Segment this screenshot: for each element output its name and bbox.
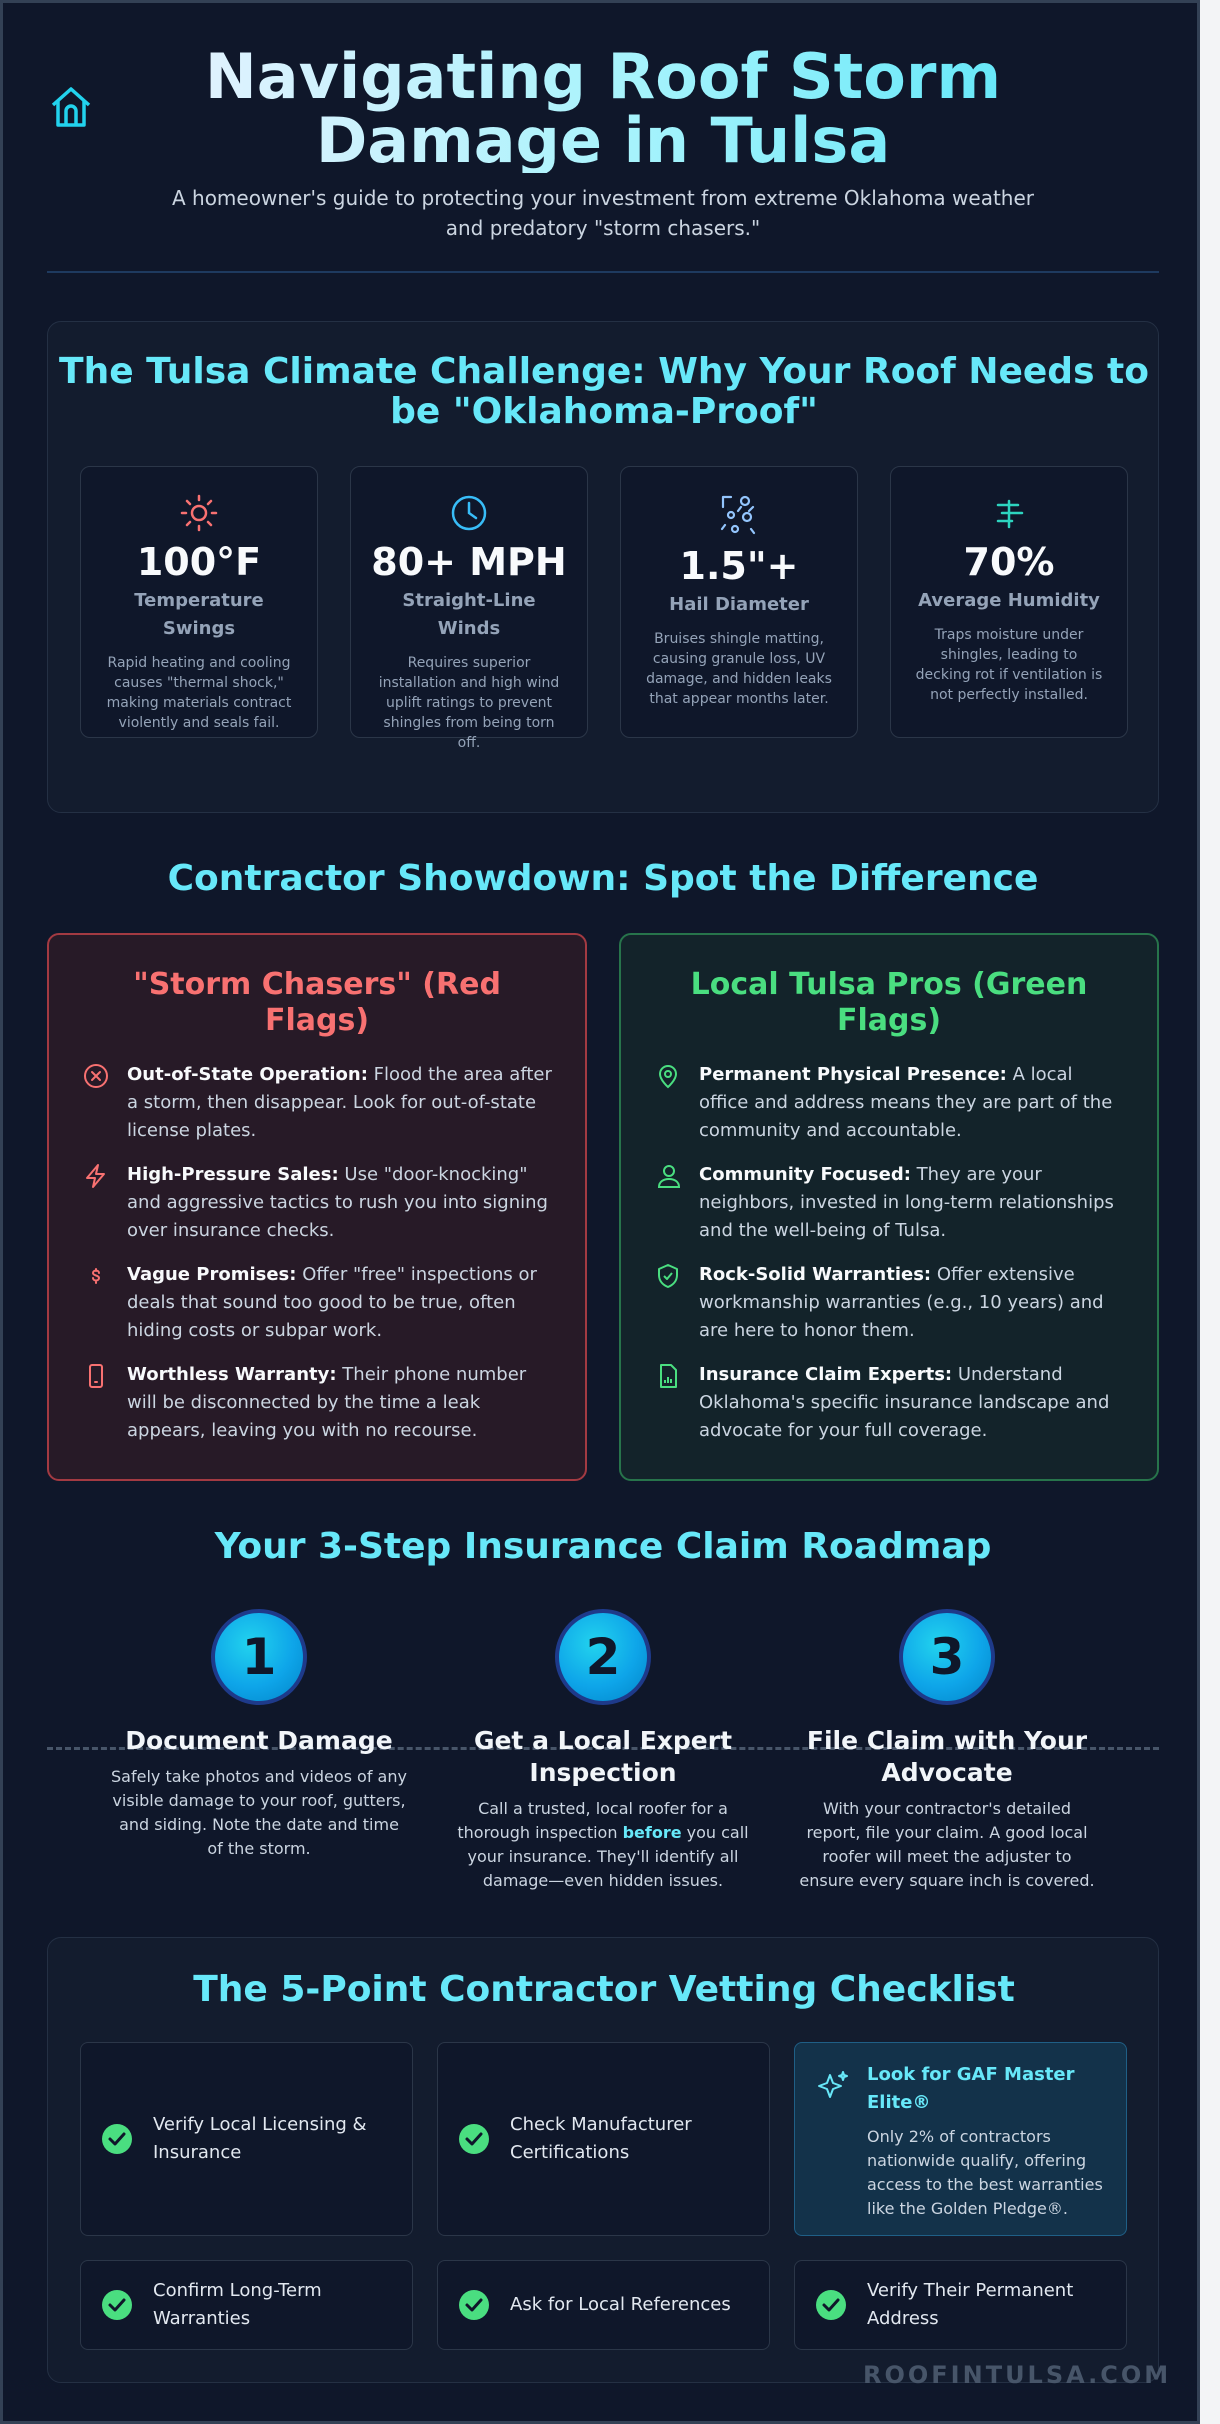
page-subtitle: A homeowner's guide to protecting your investment from extreme Oklahoma weather and predatory "storm chasers." [171, 186, 1034, 240]
phone-icon [83, 1363, 109, 1389]
flag-item-text: Flood the area after a storm, then disappear. Look for out-of-state license plates. [127, 1064, 552, 1141]
page-title: Navigating Roof Storm Damage in Tulsa [204, 40, 1002, 177]
step-desc [453, 1797, 753, 1893]
shield-check-icon [655, 1263, 681, 1289]
checklist-item [80, 2042, 413, 2236]
flag-item-text: Use "door-knocking" and aggressive tactics to rush you into signing over insurance checks. [127, 1164, 548, 1241]
stat-value: 100°F [136, 540, 262, 584]
green-flags-box [619, 933, 1159, 1481]
lightning-icon [83, 1163, 109, 1189]
step-title: File Claim with Your Advocate [806, 1726, 1088, 1787]
stat-desc: Rapid heating and cooling causes "thermal shock," making materials contract violently and seals fail. [106, 655, 292, 731]
green-flag-item [621, 1361, 1157, 1445]
checklist-item [80, 2260, 413, 2350]
roadmap-step-1 [99, 1609, 419, 1861]
header-divider [47, 271, 1159, 273]
flag-item-heading: Out-of-State Operation: [127, 1064, 368, 1085]
home-icon [47, 83, 95, 131]
flag-item-heading: Community Focused: [699, 1164, 911, 1185]
flag-item-heading: Insurance Claim Experts: [699, 1364, 953, 1385]
flag-item-text: A local office and address means they are part of the community and accountable. [699, 1064, 1113, 1141]
checklist-item [437, 2042, 770, 2236]
showdown-title: Contractor Showdown: Spot the Difference [167, 858, 1039, 899]
checklist-item-label: Verify Their Permanent Address [867, 2280, 1074, 2329]
roadmap-title: Your 3-Step Insurance Claim Roadmap [214, 1526, 992, 1567]
flag-item-text: Offer extensive workmanship warranties (e.g., 10 years) and are here to honor them. [699, 1264, 1104, 1341]
check-circle-icon [458, 2289, 490, 2321]
flag-item-heading: Rock-Solid Warranties: [699, 1264, 932, 1285]
red-flags-box [47, 933, 587, 1481]
stat-card-winds [350, 466, 588, 751]
flag-item-text: They are your neighbors, invested in long-term relationships and the well-being of Tulsa. [699, 1164, 1114, 1241]
step-desc-highlight: before [622, 1823, 682, 1842]
check-circle-icon [815, 2289, 847, 2321]
dollar-icon [83, 1263, 109, 1289]
stat-desc: Traps moisture under shingles, leading to decking rot if ventilation is not perfectly installed. [915, 627, 1103, 703]
stat-value: 1.5"+ [679, 544, 799, 588]
signpost-icon [989, 493, 1029, 533]
check-circle-icon [101, 2123, 133, 2155]
person-icon [655, 1163, 681, 1189]
red-flag-item [49, 1361, 585, 1445]
step-desc: Safely take photos and videos of any visible damage to your roof, gutters, and siding. Note the date and time of the storm. [111, 1767, 407, 1858]
flag-item-heading: High-Pressure Sales: [127, 1164, 339, 1185]
checklist-item [794, 2260, 1127, 2350]
flag-item-heading: Worthless Warranty: [127, 1364, 337, 1385]
checklist-item-label: Verify Local Licensing & Insurance [153, 2114, 367, 2163]
checklist-title: The 5-Point Contractor Vetting Checklist [193, 1969, 1015, 2010]
roadmap-step-3 [787, 1609, 1107, 1893]
checklist-item-label: Check Manufacturer Certifications [510, 2114, 692, 2163]
checklist-item-label: Confirm Long-Term Warranties [153, 2280, 322, 2329]
map-pin-icon [655, 1063, 681, 1089]
flag-item-heading: Vague Promises: [127, 1264, 297, 1285]
flag-item-heading: Permanent Physical Presence: [699, 1064, 1007, 1085]
stat-desc: Requires superior installation and high wind uplift ratings to prevent shingles from being torn off. [378, 655, 560, 751]
green-flag-item [621, 1261, 1157, 1345]
sun-icon [179, 493, 219, 533]
step-number: 3 [899, 1609, 995, 1705]
stat-label: Temperature Swings [134, 590, 264, 639]
check-circle-icon [101, 2289, 133, 2321]
document-chart-icon [655, 1363, 681, 1389]
stat-label: Hail Diameter [669, 594, 809, 615]
check-circle-icon [458, 2123, 490, 2155]
hail-icon [717, 493, 761, 537]
checklist-section [47, 1937, 1159, 2383]
flag-item-text: Offer "free" inspections or deals that sound too good to be true, often hiding costs or subpar work. [127, 1264, 537, 1341]
flag-item-text: Their phone number will be disconnected by the time a leak appears, leaving you with no recourse. [127, 1364, 527, 1441]
site-watermark: ROOFINTULSA.COM [863, 2361, 1172, 2389]
checklist-featured-item [794, 2042, 1127, 2236]
checklist-item [437, 2260, 770, 2350]
red-flag-item [49, 1261, 585, 1345]
green-flags-title: Local Tulsa Pros (Green Flags) [690, 967, 1088, 1038]
featured-desc: Only 2% of contractors nationwide qualify, offering access to the best warranties like the Golden Pledge®. [867, 2127, 1103, 2218]
checklist-item-label: Ask for Local References [510, 2294, 731, 2315]
stat-label: Average Humidity [918, 590, 1100, 611]
flag-item-text: Understand Oklahoma's specific insurance landscape and advocate for your full coverage. [699, 1364, 1110, 1441]
step-number: 1 [211, 1609, 307, 1705]
step-desc-text: you call your insurance. They'll identify all damage—even hidden issues. [467, 1823, 749, 1890]
stat-desc: Bruises shingle matting, causing granule loss, UV damage, and hidden leaks that appear months later. [646, 631, 832, 707]
stat-card-temperature [80, 466, 318, 738]
red-flags-title: "Storm Chasers" (Red Flags) [133, 967, 501, 1038]
clock-icon [449, 493, 489, 533]
green-flag-item [621, 1161, 1157, 1245]
climate-section [47, 321, 1159, 813]
stat-card-hail [620, 466, 858, 738]
stat-value: 80+ MPH [371, 540, 567, 584]
stat-label: Straight-Line Winds [402, 590, 536, 639]
stat-value: 70% [963, 540, 1055, 584]
step-title: Document Damage [125, 1726, 393, 1755]
step-desc-text: Call a trusted, local roofer for a thorough inspection [457, 1799, 728, 1842]
green-flag-item [621, 1061, 1157, 1145]
red-flag-item [49, 1061, 585, 1145]
step-desc: With your contractor's detailed report, file your claim. A good local roofer will meet the adjuster to ensure every square inch is covered. [799, 1799, 1095, 1890]
step-title: Get a Local Expert Inspection [473, 1726, 733, 1787]
x-circle-icon [83, 1063, 109, 1089]
step-number: 2 [555, 1609, 651, 1705]
climate-title: The Tulsa Climate Challenge: Why Your Roof Needs to be "Oklahoma-Proof" [59, 351, 1149, 432]
red-flag-item [49, 1161, 585, 1245]
roadmap-step-2 [443, 1609, 763, 1893]
stat-card-humidity [890, 466, 1128, 738]
featured-title: Look for GAF Master Elite® [867, 2064, 1075, 2113]
sparkles-icon [815, 2069, 851, 2105]
